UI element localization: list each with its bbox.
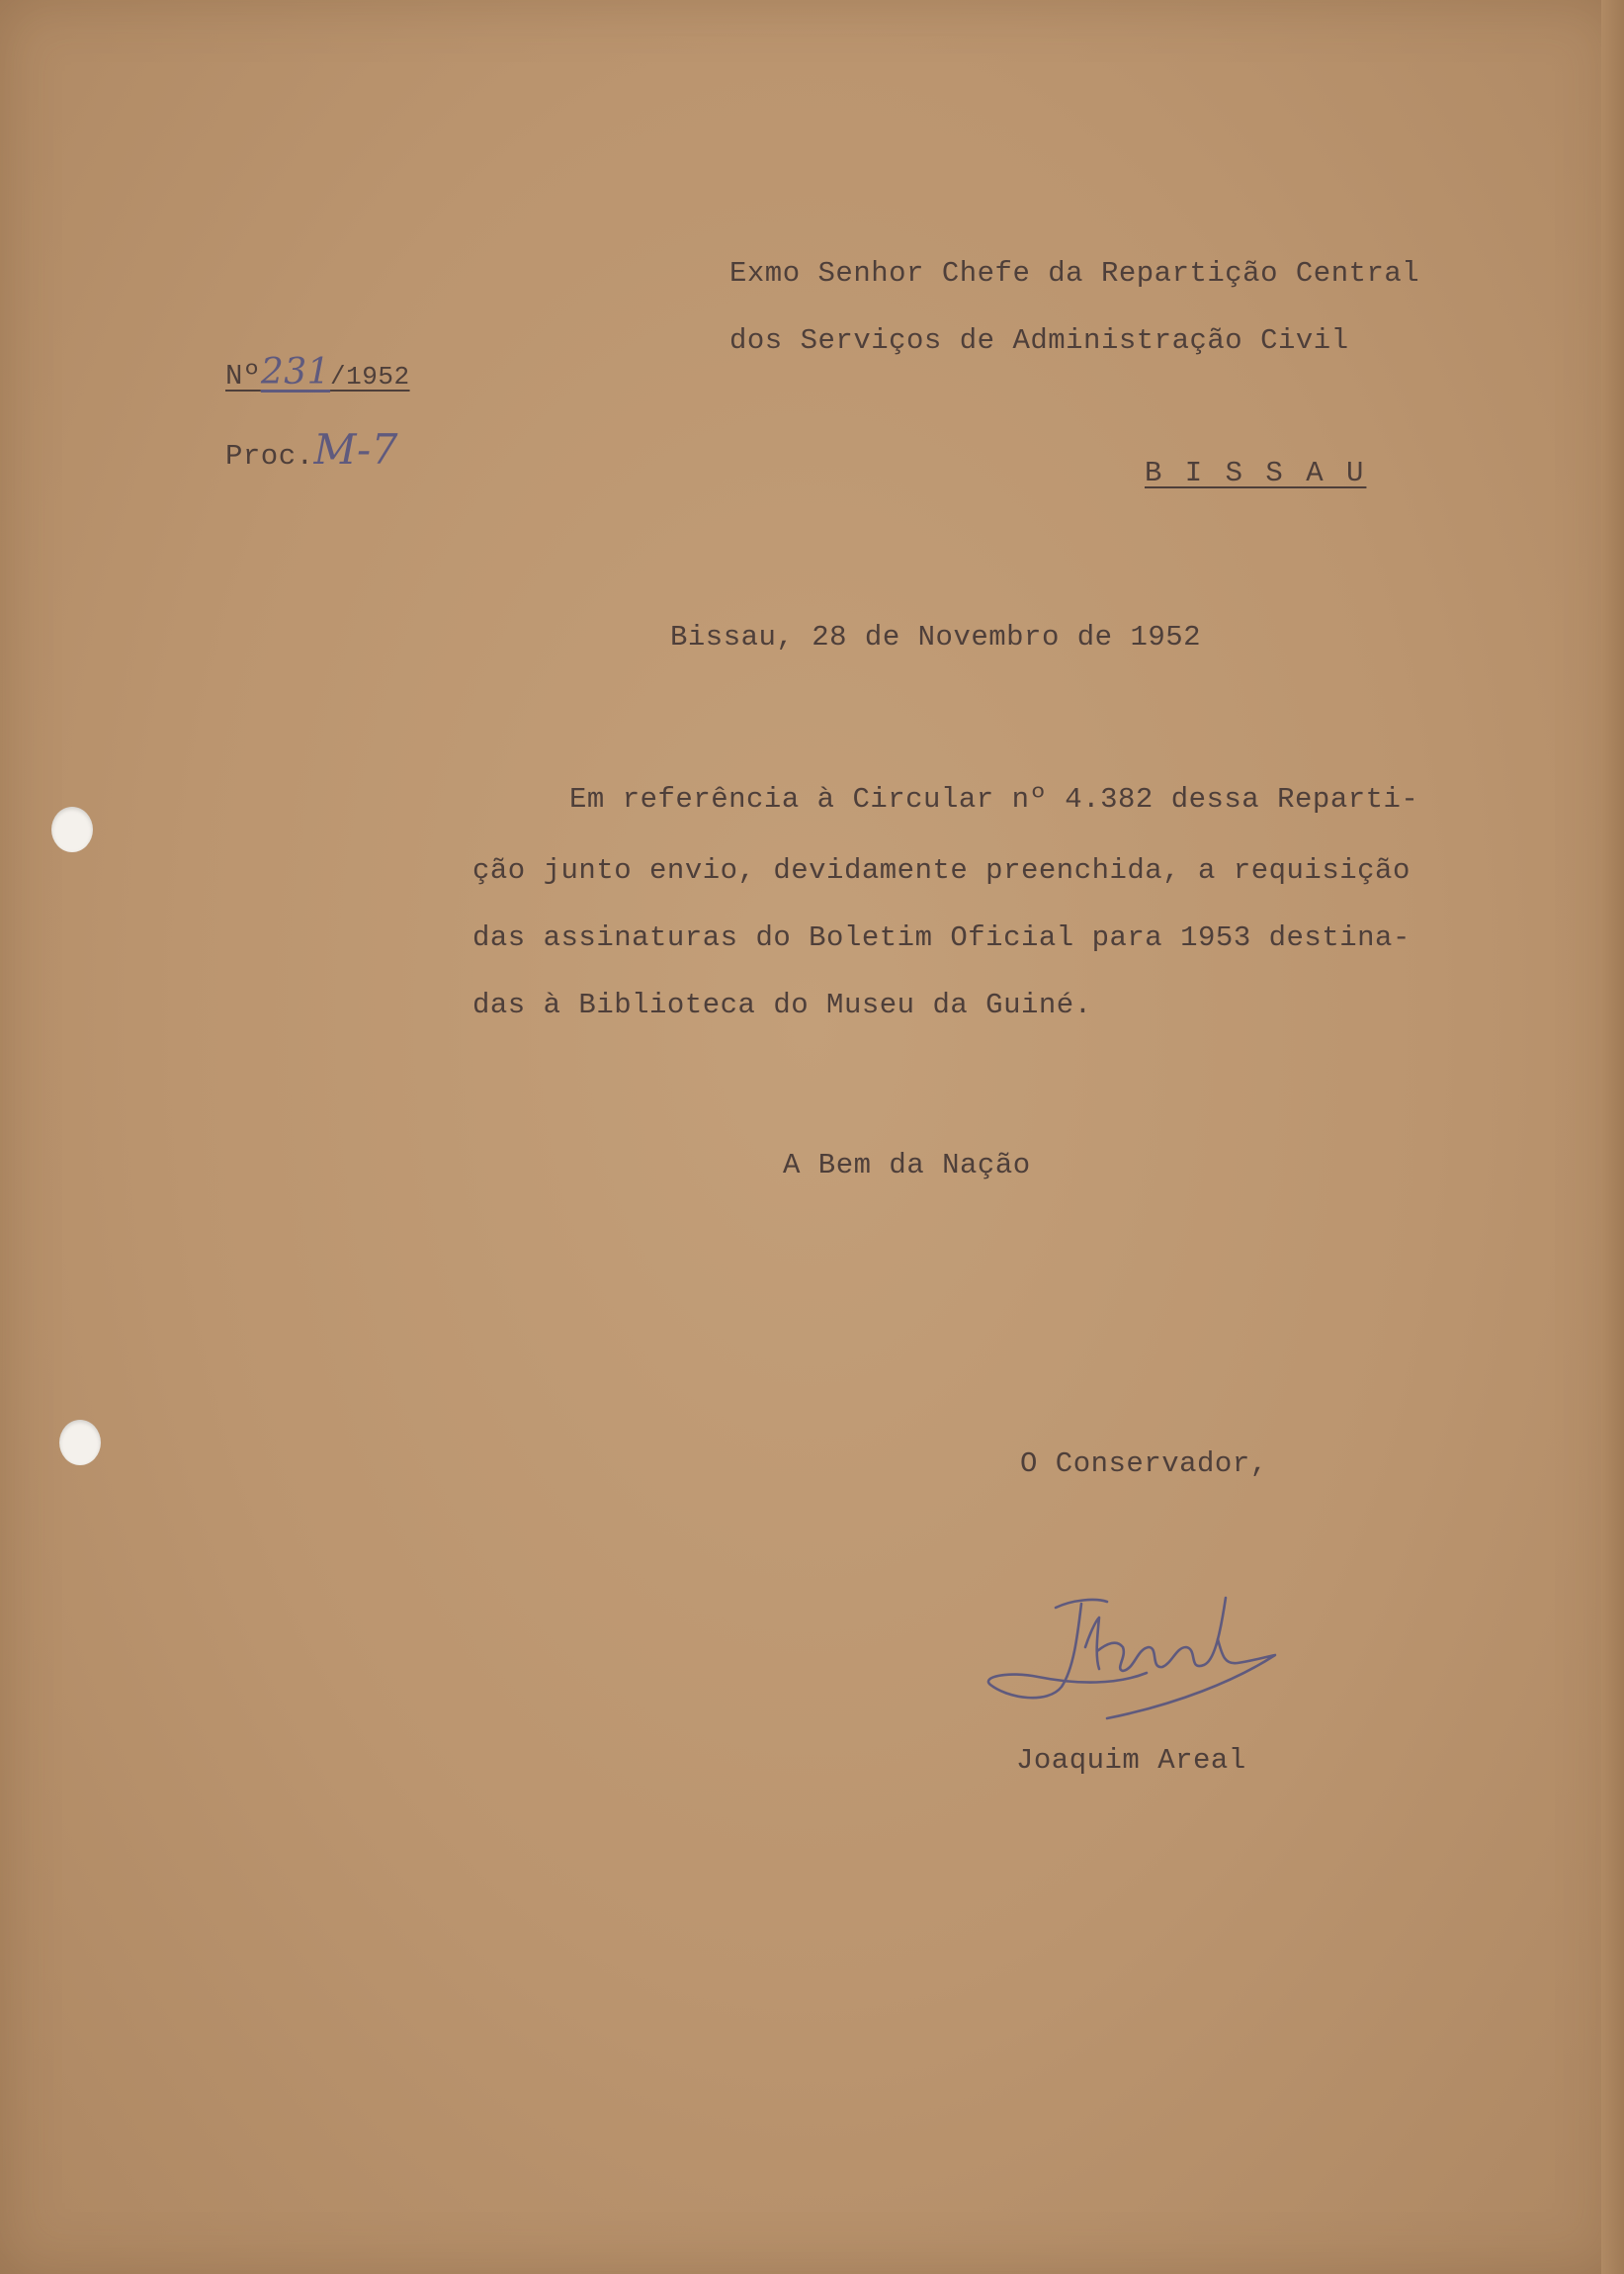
reference-number xyxy=(225,352,410,393)
reference-number-year: /1952 xyxy=(330,362,410,392)
paper-edge xyxy=(1601,0,1624,2274)
body-line-2: ção junto envio, devidamente preenchida, a requisição xyxy=(472,854,1410,887)
process-reference xyxy=(225,425,398,474)
reference-number-prefix: Nº xyxy=(225,360,261,393)
date-line: Bissau, 28 de Novembro de 1952 xyxy=(670,621,1202,654)
body-line-4: das à Biblioteca do Museu da Guiné. xyxy=(472,989,1092,1021)
process-handwritten: M-7 xyxy=(313,425,398,474)
closing-line: A Bem da Nação xyxy=(783,1149,1031,1181)
addressee-city: B I S S A U xyxy=(1145,457,1367,489)
body-line-3: das assinaturas do Boletim Oficial para 1953 destina- xyxy=(472,921,1410,954)
punch-hole-top xyxy=(51,807,93,852)
punch-hole-bottom xyxy=(59,1420,101,1465)
signatory-name: Joaquim Areal xyxy=(1016,1744,1246,1777)
process-prefix: Proc. xyxy=(225,440,314,473)
addressee-line-1: Exmo Senhor Chefe da Repartição Central xyxy=(729,257,1420,290)
reference-number-handwritten: 231 xyxy=(260,352,331,393)
signatory-title: O Conservador, xyxy=(1020,1447,1268,1480)
addressee-line-2: dos Serviços de Administração Civil xyxy=(729,324,1349,357)
handwritten-signature xyxy=(979,1578,1295,1726)
body-line-1: Em referência à Circular nº 4.382 dessa Reparti- xyxy=(569,783,1419,816)
